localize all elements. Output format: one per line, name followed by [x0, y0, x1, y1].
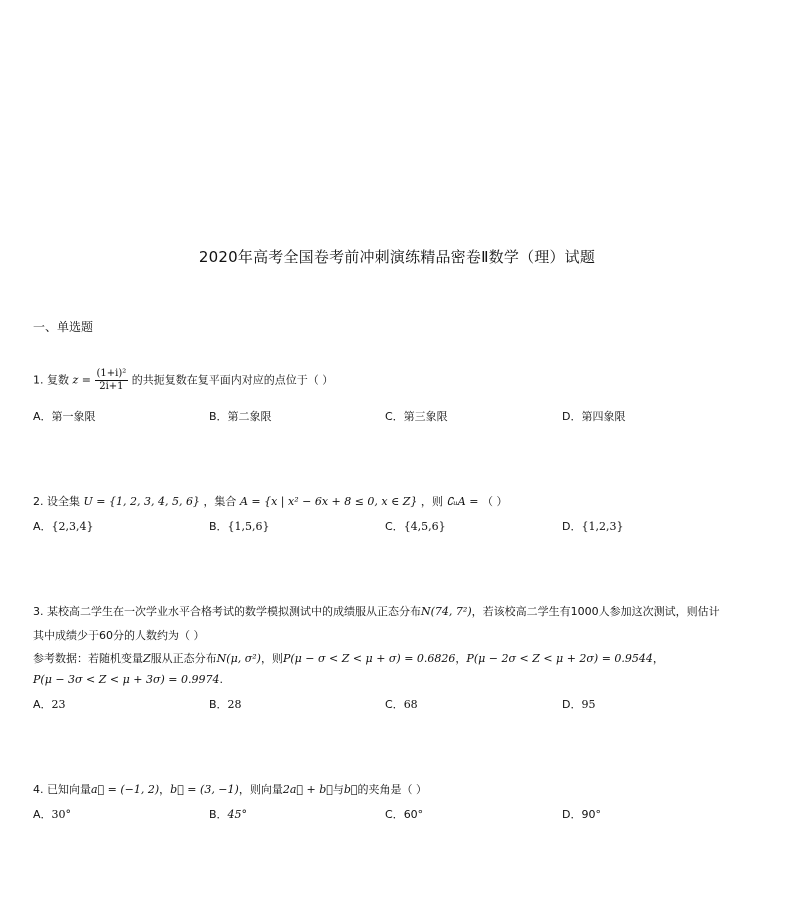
q2-complement: ∁ᵤA = [446, 495, 479, 508]
q4-number: 4. 已知向量 [33, 783, 91, 796]
q4-option-b [209, 806, 247, 822]
q4-option-a-value: 30° [51, 808, 72, 821]
q2-option-d-value: {1,2,3} [581, 520, 624, 533]
question-3-line-4 [33, 673, 223, 686]
q4-option-b-label: B． [209, 808, 228, 821]
q3-option-a-value: 23 [51, 698, 66, 711]
q2-option-c-value: {4,5,6} [403, 520, 446, 533]
q3-option-c [385, 696, 418, 712]
q2-then-text: ，则 [420, 495, 443, 508]
q2-number: 2. 设全集 [33, 495, 80, 508]
q4-option-c-label: C． [385, 808, 404, 821]
q3-ref-text-a: 参考数据：若随机变量 [33, 652, 143, 665]
q4-vector-b: b⃗ = (3, −1) [170, 783, 239, 796]
q4-tail-text: 的夹角是（ ） [357, 783, 427, 796]
q2-option-a-label: A． [33, 520, 52, 533]
question-4 [33, 781, 427, 797]
q3-ref-text-c: ，则 [260, 652, 283, 665]
q3-var-z: Z [143, 652, 151, 665]
q3-option-a [33, 696, 66, 712]
q4-expression: 2a⃗ + b⃗ [282, 783, 333, 796]
question-3-line-1 [33, 603, 720, 619]
q4-option-d-value: 90° [581, 808, 601, 821]
q4-option-c [385, 806, 423, 822]
page-title: 2020年高考全国卷考前冲刺演练精品密卷Ⅱ数学（理）试题 [198, 248, 596, 266]
q4-option-d [562, 806, 601, 822]
q1-option-b: B．第二象限 [209, 410, 272, 423]
q2-set-u: U = {1, 2, 3, 4, 5, 6} [83, 495, 200, 508]
question-3-line-2: 其中成绩少于60分的人数约为（ ） [33, 629, 205, 642]
q4-vector-b-ref: b⃗ [343, 783, 358, 796]
q4-mid-text: ，则向量 [238, 783, 283, 796]
q3-sep: ， [455, 652, 467, 665]
question-3-line-3 [33, 650, 664, 666]
q4-option-a-label: A． [33, 808, 52, 821]
q1-z-lhs: z = [72, 373, 92, 387]
q1-fraction [95, 368, 129, 393]
q1-option-c: C．第三象限 [385, 410, 448, 423]
q3-period: . [219, 673, 223, 686]
q2-option-c [385, 518, 446, 534]
q3-option-c-value: 68 [403, 698, 418, 711]
q2-option-a-value: {2,3,4} [51, 520, 94, 533]
q3-option-c-label: C． [385, 698, 404, 711]
q3-prob-2: P(μ − 2σ < Z < μ + 2σ) = 0.9544 [466, 652, 653, 665]
q2-set-a: A = {x | x² − 6x + 8 ≤ 0, x ∈ Z} [239, 495, 418, 508]
q3-option-b [209, 696, 242, 712]
q2-option-c-label: C． [385, 520, 404, 533]
section-heading: 一、单选题 [33, 320, 94, 334]
q1-frac-denominator: 2i+1 [99, 381, 124, 392]
q1-option-d: D．第四象限 [562, 410, 626, 423]
q3-text-a: 3. 某校高二学生在一次学业水平合格考试的数学模拟测试中的成绩服从正态分布 [33, 605, 421, 618]
q4-with: 与 [332, 783, 344, 796]
q4-option-b-value: 45° [227, 808, 248, 821]
q1-frac-numerator: (1+i)² [96, 368, 127, 379]
q3-prob-1: P(μ − σ < Z < μ + σ) = 0.6826 [282, 652, 456, 665]
question-2 [33, 493, 507, 509]
q3-option-d-value: 95 [581, 698, 596, 711]
q2-option-b-label: B． [209, 520, 228, 533]
q4-sep: ， [159, 783, 171, 796]
q3-option-a-label: A． [33, 698, 52, 711]
q3-option-d [562, 696, 595, 712]
q2-option-a [33, 518, 94, 534]
q2-option-b [209, 518, 270, 534]
q3-option-b-value: 28 [227, 698, 242, 711]
q2-paren: （ ） [481, 495, 508, 508]
q4-option-d-label: D． [562, 808, 582, 821]
q2-option-b-value: {1,5,6} [227, 520, 270, 533]
q4-option-a [33, 806, 71, 822]
q2-mid-text: ，集合 [203, 495, 237, 508]
q3-comma: ， [652, 652, 664, 665]
q2-option-d-label: D． [562, 520, 582, 533]
q3-option-b-label: B． [209, 698, 228, 711]
q3-option-d-label: D． [562, 698, 582, 711]
q1-option-a: A．第一象限 [33, 410, 96, 423]
q2-option-d [562, 518, 623, 534]
q1-number: 1. 复数 [33, 373, 69, 387]
question-1 [33, 368, 333, 393]
q3-ref-text-b: 服从正态分布 [150, 652, 217, 665]
q3-distribution: N(74, 7²) [421, 605, 472, 618]
q3-text-b: ，若该校高二学生有1000人参加这次测试，则估计 [471, 605, 720, 618]
q3-prob-3: P(μ − 3σ < Z < μ + 3σ) = 0.9974 [33, 673, 220, 686]
q1-text: 的共扼复数在复平面内对应的点位于（ ） [131, 373, 334, 387]
q4-option-c-value: 60° [403, 808, 424, 821]
q4-vector-a: a⃗ = (−1, 2) [91, 783, 160, 796]
q3-distribution-2: N(μ, σ²) [216, 652, 261, 665]
